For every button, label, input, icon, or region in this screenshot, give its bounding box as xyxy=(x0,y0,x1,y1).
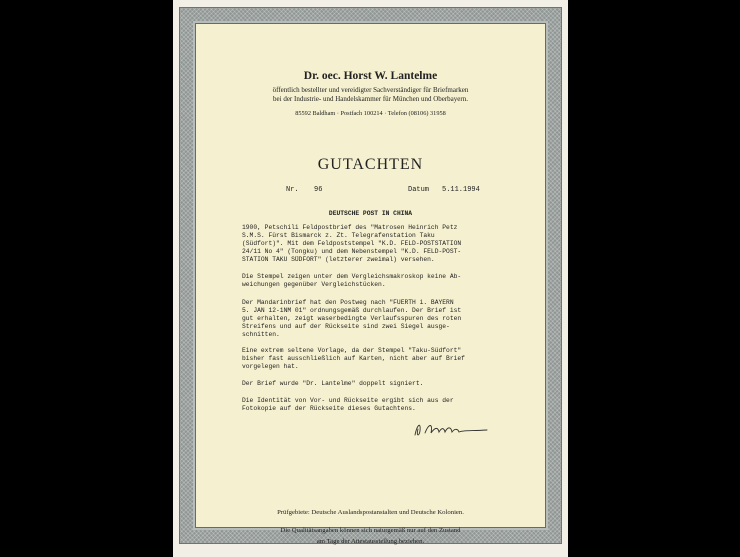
footer-quality-line1: Die Qualitätsangaben können sich naturgemäß nur auf den Zustand xyxy=(280,527,461,534)
date-label: Datum xyxy=(408,186,430,194)
handwritten-signature xyxy=(411,419,491,441)
paragraph-rarity: Eine extrem seltene Vorlage, da der Stempel "Taku-Südfort" bisher fast ausschließlich auf Karten, nicht aber auf Brief vorgelegen hat. xyxy=(242,347,465,370)
number-value: 96 xyxy=(314,186,323,194)
certificate-heading: DEUTSCHE POST IN CHINA xyxy=(328,210,413,217)
date-value: 5.11.1994 xyxy=(442,186,480,194)
paragraph-identity: Die Identität von Vor- und Rückseite ergibt sich aus der Fotokopie auf der Rückseite dieses Gutachtens. xyxy=(242,397,454,412)
paragraph-postmarks: Die Stempel zeigen unter dem Vergleichsmakroskop keine Ab- weichungen gegenüber Vergleichstücken. xyxy=(242,273,462,288)
guilloche-border xyxy=(179,7,562,544)
expert-qualification-line1: öffentlich bestellter und vereidigter Sachverständiger für Briefmarken xyxy=(272,86,469,94)
footer-quality-line2: am Tage der Attestausstellung beziehen. xyxy=(316,538,425,545)
expert-address: 85592 Baldham · Postfach 100214 · Telefon (08106) 31958 xyxy=(295,110,446,117)
certificate-body xyxy=(195,23,546,545)
paragraph-route: Der Mandarinbrief hat den Postweg nach "FUERTH i. BAYERN 5. JAN 12-1NM 01" ordnungsgemäß durchlaufen. Der Brief ist gut erhalten, zeigt waserbedingte Verlaufsspuren des roten Streifens und auf der Rückseite sind zwei Siegel ausge- schnitten. xyxy=(242,299,462,338)
certificate-title: GUTACHTEN xyxy=(317,156,424,173)
number-label: Nr. xyxy=(286,186,299,194)
paragraph-description: 1900, Petschili Feldpostbrief des "Matrosen Heinrich Petz S.M.S. Fürst Bismarck z. Zt. Telegrafenstation Taku (Südfort)". Mit dem Feldpoststempel "K.D. FELD-POSTSTATION 24/11 No 4" (Tongku) und dem Nebenstempel "K.D. FELD-POST- STATION TAKU SÜDFORT" (letzterer zweimal) versehen. xyxy=(242,224,462,263)
expert-name: Dr. oec. Horst W. Lantelme xyxy=(303,70,438,82)
paragraph-signature-note: Der Brief wurde "Dr. Lantelme" doppelt signiert. xyxy=(242,380,424,387)
certificate-sheet xyxy=(173,0,568,557)
expert-qualification-line2: bei der Industrie- und Handelskammer für München und Oberbayern. xyxy=(273,95,468,103)
footer-scope: Prüfgebiete: Deutsche Auslandspostanstalten und Deutsche Kolonien. xyxy=(277,509,464,516)
